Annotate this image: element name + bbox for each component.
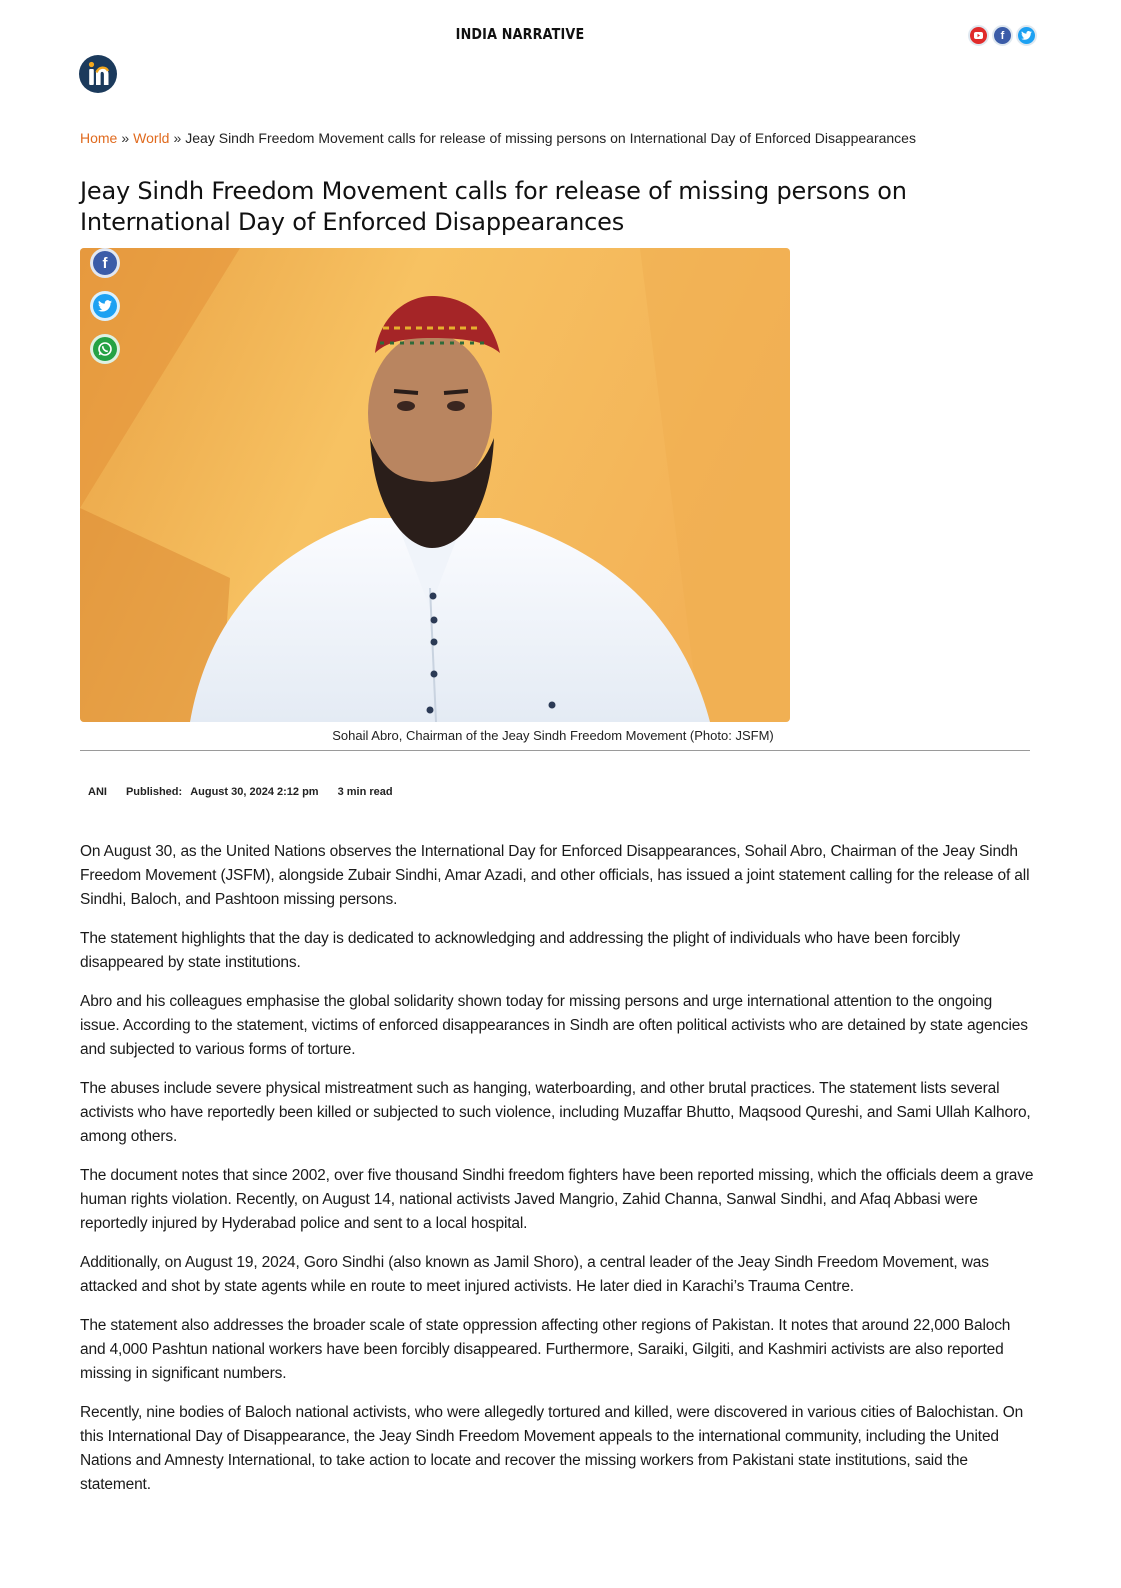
published-date: August 30, 2024 2:12 pm	[190, 786, 319, 798]
article-paragraph: On August 30, as the United Nations observes the International Day for Enforced Disappearances, Sohail Abro, Chairman of the Jeay Sindh Freedom Movement (JSFM), alongside Zubair Sindhi, Amar Azadi, and other officials, has issued a joint statement calling for the release of all Sindhi, Baloch, and Pashtoon missing persons.	[80, 843, 1030, 908]
site-logo[interactable]	[79, 55, 117, 93]
article-paragraph: Additionally, on August 19, 2024, Goro Sindhi (also known as Jamil Shoro), a central leader of the Jeay Sindh Freedom Movement, was attacked and shot by state agents while en route to meet injured activists. He later died in Karachi’s Trauma Centre.	[80, 1254, 989, 1295]
youtube-icon[interactable]	[968, 25, 989, 46]
share-twitter-icon[interactable]	[90, 291, 120, 321]
facebook-icon[interactable]: f	[992, 25, 1013, 46]
article-source[interactable]: ANI	[88, 786, 107, 798]
published-label: Published:	[125, 786, 183, 798]
article-paragraph: The statement also addresses the broader scale of state oppression affecting other regions of Pakistan. It notes that around 22,000 Baloch and 4,000 Pashtun national workers have been forcibly disappeared. Furthermore, Saraiki, Gilgiti, and Kashmiri activists are also reported missing in significant numbers.	[80, 1317, 1011, 1382]
article-paragraph: Abro and his colleagues emphasise the global solidarity shown today for missing persons and urge international attention to the ongoing issue. According to the statement, victims of enforced disappearances in Sindh are often political activists who are detained by state agencies and subjected to various forms of torture.	[80, 993, 1028, 1058]
article-body	[80, 840, 1035, 1512]
header-social-links	[968, 25, 1037, 46]
published-info	[126, 786, 319, 798]
article-paragraph: The abuses include severe physical mistreatment such as hanging, waterboarding, and other brutal practices. The statement lists several activists who have reportedly been killed or subjected to such violence, including Muzaffar Bhutto, Maqsood Qureshi, and Sami Ullah Kalhoro, among others.	[80, 1080, 1031, 1145]
breadcrumb-current: Jeay Sindh Freedom Movement calls for release of missing persons on International Day of Enforced Disappearances	[185, 130, 916, 146]
breadcrumb-home-link[interactable]: Home	[80, 130, 118, 146]
breadcrumb	[80, 130, 916, 146]
read-time: 3 min read	[337, 786, 393, 798]
breadcrumb-section-link[interactable]: World	[133, 130, 170, 146]
breadcrumb-separator: »	[121, 130, 130, 146]
article-paragraph: Recently, nine bodies of Baloch national activists, who were allegedly tortured and killed, were discovered in various cities of Balochistan. On this International Day of Disappearance, the Jeay Sindh Freedom Movement appeals to the international community, including the United Nations and Amnesty International, to take action to locate and recover the missing workers from Pakistani state institutions, said the statement.	[80, 1404, 1024, 1493]
site-title[interactable]: INDIA NARRATIVE	[455, 25, 585, 43]
image-caption: Sohail Abro, Chairman of the Jeay Sindh Freedom Movement (Photo: JSFM)	[332, 728, 774, 743]
share-whatsapp-icon[interactable]	[90, 334, 120, 364]
article-photo	[80, 248, 790, 722]
article-paragraph: The statement highlights that the day is dedicated to acknowledging and addressing the plight of individuals who have been forcibly disappeared by state institutions.	[80, 930, 960, 971]
article-title: Jeay Sindh Freedom Movement calls for release of missing persons on International Day of Enforced Disappearances	[80, 177, 907, 236]
twitter-icon[interactable]	[1016, 25, 1037, 46]
article-paragraph: The document notes that since 2002, over five thousand Sindhi freedom fighters have been reported missing, which the officials deem a grave human rights violation. Recently, on August 14, national activists Javed Mangrio, Zahid Channa, Sanwal Sindhi, and Afaq Abbasi were reportedly injured by Hyderabad police and sent to a local hospital.	[80, 1167, 1034, 1232]
share-facebook-icon[interactable]: f	[90, 248, 120, 278]
article-meta	[88, 786, 393, 798]
breadcrumb-separator: »	[173, 130, 182, 146]
divider	[80, 750, 1030, 751]
